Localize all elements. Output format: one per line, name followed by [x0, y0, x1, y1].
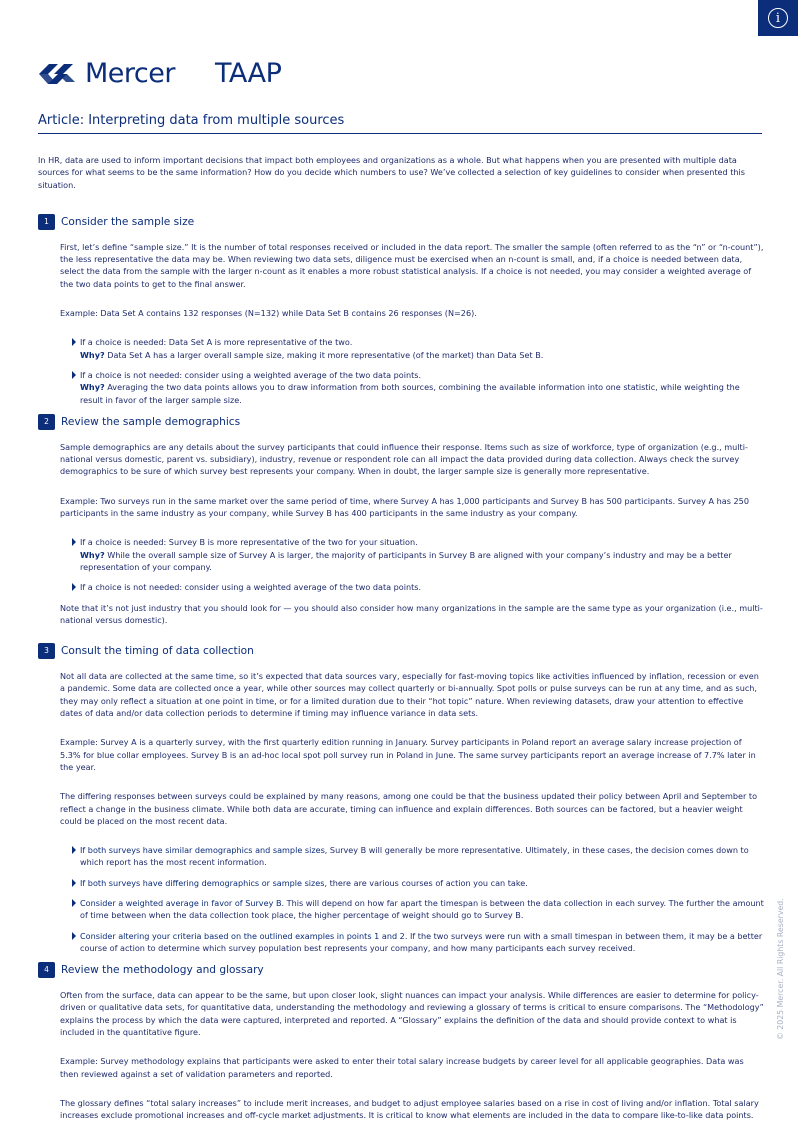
copyright-notice: © 2025 Mercer. All Rights Reserved. — [776, 898, 785, 1040]
list-item: If a choice is needed: Survey B is more representative of the two for your situation. Why? While the overall sample size of Survey A is larger, the majority of participants in Survey B are aligned with your company’s industry and may be a better representation of your company. — [72, 536, 764, 573]
bullet-arrow-icon — [72, 583, 76, 591]
logo-row — [37, 58, 281, 89]
bullet-arrow-icon — [72, 338, 76, 346]
section-title: Review the methodology and glossary — [61, 964, 264, 977]
section-1 — [38, 214, 764, 406]
section-paragraph: Sample demographics are any details about the survey participants that could influence their response. Items such as size of workforce, type of organization (e.g., multi-national versus domestic, parent vs. subsidiary), industry, revenue or respondent role can all impact the data provided during data collection. Always check the survey demographics to be sure of which survey best represents your company. When in doubt, the larger sample size is generally more representative. — [60, 441, 748, 477]
info-icon: i — [768, 8, 788, 28]
example-paragraph: Example: Data Set A contains 132 responses (N=132) while Data Set B contains 26 responses (N=26). — [60, 308, 477, 319]
example-paragraph: Example: Survey A is a quarterly survey, with the first quarterly edition running in January. Survey participants in Poland report an average salary increase projection of 5.3% for blue collar employees. Survey B is an ad-hoc local spot poll survey run in Poland in June. The same survey participants report an average increase of 7.7% later in the year. — [60, 737, 756, 772]
bullet-arrow-icon — [72, 846, 76, 854]
section-header — [38, 414, 764, 430]
bullet-arrow-icon — [72, 879, 76, 887]
bullet-arrow-icon — [72, 371, 76, 379]
section-title: Review the sample demographics — [61, 415, 241, 428]
page-title: Article: Interpreting data from multiple sources — [38, 113, 762, 134]
section-paragraph: The glossary defines “total salary increases” to include merit increases, and budget to adjust employee salaries based on a rise in cost of living and/or inflation. Total salary increases exclude promotional increases and off-cycle market adjustments. It is critical to know what elements are included in the data to compare like-to-like data points. — [60, 1097, 759, 1121]
section-title: Consider the sample size — [61, 215, 195, 228]
mercer-logo-icon — [37, 60, 77, 88]
bullet-list — [60, 536, 764, 593]
section-3 — [38, 643, 764, 954]
list-item: If a choice is not needed: consider using a weighted average of the two data points. — [72, 581, 764, 593]
bullet-arrow-icon — [72, 899, 76, 907]
list-item: If both surveys have similar demographics and sample sizes, Survey B will generally be more representative. Ultimately, in these cases, the decision comes down to which report has the most recent information. — [72, 844, 764, 869]
bullet-list — [60, 844, 764, 954]
bullet-list — [60, 336, 764, 405]
section-number: 2 — [38, 414, 55, 430]
section-header — [38, 214, 764, 230]
bullet-arrow-icon — [72, 932, 76, 940]
section-paragraph: Often from the surface, data can appear to be the same, but upon closer look, slight nuances can impact your analysis. While differences are easier to determine for policy-driven or qualitative data sets, for quantitative data, understanding the methodology and reviewing a glossary of terms is critical to ensure comparisons. The “Methodology” explains the process by which the data were captured, interpreted and reported. A “Glossary” explains the definition of the data and should provide context to what is included in the quantitative figure. — [60, 990, 764, 1038]
note-paragraph: Note that it’s not just industry that you should look for — you should also consider how many organizations in the sample are the same type as your organization (i.e., multi-national versus domestic). — [60, 602, 763, 625]
list-item: If a choice is needed: Data Set A is more representative of the two. Why? Data Set A has a larger overall sample size, making it more representative (of the market) than Data Set B. — [72, 336, 764, 361]
bullet-arrow-icon — [72, 538, 76, 546]
example-paragraph: Example: Survey methodology explains that participants were asked to enter their total salary increase budgets by career level for all applicable geographies. Data was then reviewed against a set of validation parameters and reported. — [60, 1056, 744, 1079]
section-paragraph: The differing responses between surveys could be explained by many reasons, among one could be that the business updated their policy between April and September to reflect a change in the business climate. While both data are accurate, timing can influence and explain differences. Both sources can be factored, but a heavier weight could be placed on the most recent data. — [60, 791, 758, 826]
product-name: TAAP — [214, 58, 282, 89]
section-header — [38, 643, 764, 659]
example-paragraph: Example: Two surveys run in the same market over the same period of time, where Survey A has 1,000 participants and Survey B has 500 participants. Survey A has 250 participants in the same industry as your company, while Survey B has 400 participants in the same industry as your company. — [60, 495, 749, 519]
section-4 — [38, 962, 764, 1121]
section-header — [38, 962, 764, 978]
section-number: 4 — [38, 962, 55, 978]
intro-paragraph: In HR, data are used to inform important decisions that impact both employees and organizations as a whole. But what happens when you are presented with multiple data sources for what seems to be the same information? How do you decide which numbers to use? We’ve collected a selection of key guidelines to consider when presented this situation. — [38, 155, 745, 190]
section-title: Consult the timing of data collection — [61, 644, 254, 657]
section-paragraph: Not all data are collected at the same time, so it’s expected that data sources vary, especially for fast-moving topics like activities influenced by inflation, recession or even a pandemic. Some data are collected once a year, while other sources may collect quarterly or bi-annually. Spot polls or pulse surveys can be run at any time, and as such, they may only reflect a situation at one point in time, or for a limited duration due to their “hot topic” nature. When reviewing datasets, draw your attention to effective dates of data and/or data collection periods to determine if timing may influence variance in data sets. — [60, 671, 759, 719]
list-item: If a choice is not needed: consider using a weighted average of the two data points. Why? Averaging the two data points allows you to draw information from both sources, combining the available information into one statistic, while weighting the result in favor of the larger sample size. — [72, 369, 764, 406]
list-item: Consider altering your criteria based on the outlined examples in points 1 and 2. If the two surveys were run with a small timespan in between them, it may be a better course of action to determine which survey population best represents your company, and how many participants each survey received. — [72, 930, 764, 955]
section-number: 1 — [38, 214, 55, 230]
section-number: 3 — [38, 643, 55, 659]
section-2 — [38, 414, 764, 626]
article-body — [38, 154, 764, 1139]
list-item: If both surveys have differing demographics or sample sizes, there are various courses of action you can take. — [72, 877, 764, 889]
section-paragraph: First, let’s define “sample size.” It is the number of total responses received or included in the data report. The smaller the sample (often referred to as the “n” or “n-count”), the less representative the data may be. When reviewing two data sets, diligence must be exercised when an n-count is small, and, if a choice is needed between data, select the data from the sample with the larger n-count as it enables a more robust statistical analysis. If a choice is not needed, you may consider a weighted average of the two data points to get to the final answer. — [60, 241, 764, 289]
brand-name: Mercer — [85, 58, 175, 89]
list-item: Consider a weighted average in favor of Survey B. This will depend on how far apart the timespan is between the data collection in each survey. The further the amount of time between when the data collection took place, the higher percentage of weight should go to Survey B. — [72, 897, 764, 922]
info-button[interactable] — [758, 0, 798, 36]
